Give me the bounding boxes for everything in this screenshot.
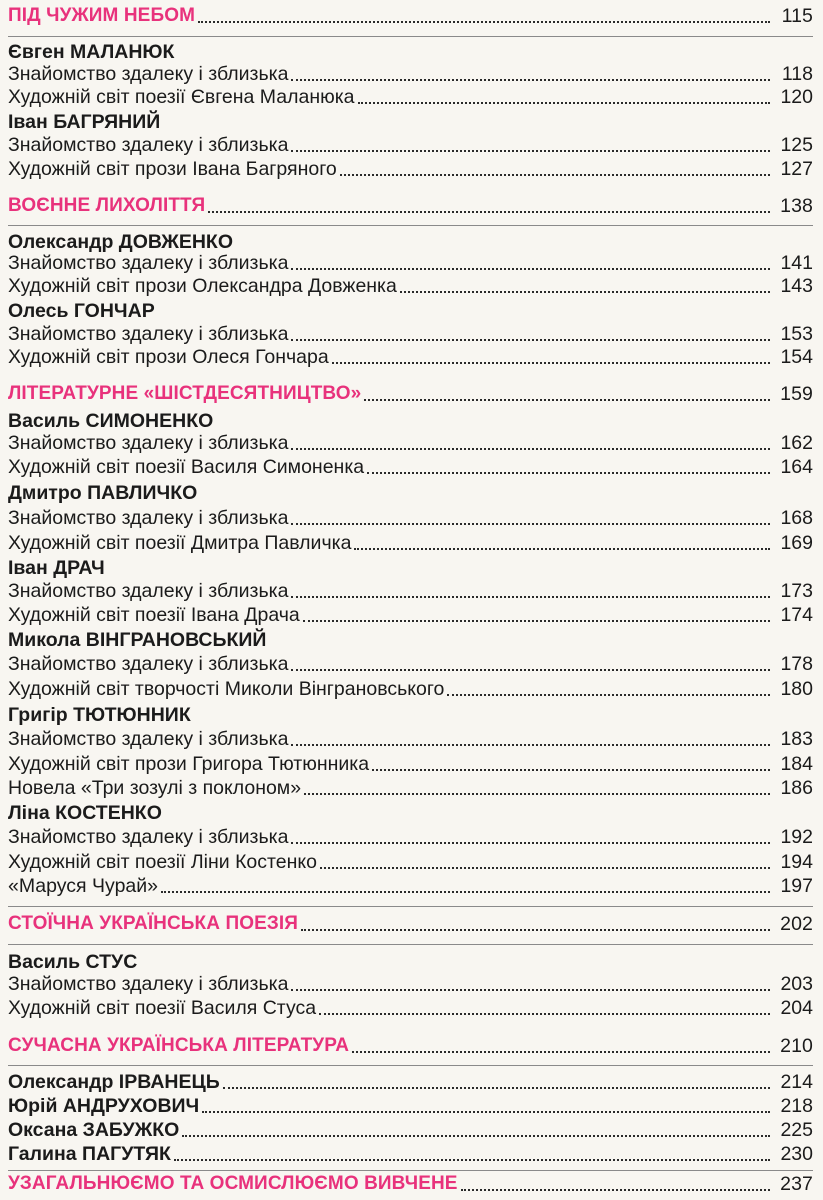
toc-entry-row[interactable] xyxy=(8,677,813,701)
dot-leader xyxy=(291,447,770,450)
toc-entry-row[interactable] xyxy=(8,752,813,776)
page-number: 204 xyxy=(780,997,813,1019)
toc-entry-row[interactable] xyxy=(8,727,813,751)
page-number: 218 xyxy=(780,1095,813,1117)
dot-leader xyxy=(291,988,770,991)
dot-leader xyxy=(182,1134,770,1137)
entry-title: Художній світ прози Олеся Гончара xyxy=(8,346,329,368)
toc-entry-row[interactable] xyxy=(8,455,813,479)
dot-leader xyxy=(352,1050,770,1053)
toc-author-row[interactable] xyxy=(8,1118,813,1142)
section-title: СУЧАСНА УКРАЇНСЬКА ЛІТЕРАТУРА xyxy=(8,1035,350,1056)
dot-leader xyxy=(304,792,770,795)
section-title: ЛІТЕРАТУРНЕ «ШІСТДЕСЯТНИЦТВО» xyxy=(8,383,362,404)
dot-leader xyxy=(291,522,770,525)
page-number: 186 xyxy=(780,777,813,799)
page-number: 159 xyxy=(780,383,813,405)
entry-title: Новела «Три зозулі з поклоном» xyxy=(8,777,302,799)
section-divider xyxy=(8,1170,813,1171)
page-number: 183 xyxy=(780,728,813,750)
entry-title: Знайомство здалеку і зблизька xyxy=(8,580,289,602)
toc-entry-row[interactable] xyxy=(8,874,813,898)
entry-title: Знайомство здалеку і зблизька xyxy=(8,432,289,454)
toc-entry-row[interactable] xyxy=(8,322,813,346)
dot-leader xyxy=(332,361,770,364)
dot-leader xyxy=(174,1158,770,1161)
author-heading: Ліна КОСТЕНКО xyxy=(8,802,162,824)
page-number: 141 xyxy=(780,252,813,274)
dot-leader xyxy=(161,890,770,893)
section-title: УЗАГАЛЬНЮЄМО ТА ОСМИСЛЮЄМО ВИВЧЕНЕ xyxy=(8,1173,458,1194)
toc-entry-row[interactable] xyxy=(8,652,813,676)
dot-leader xyxy=(291,78,770,81)
author-heading: Іван БАГРЯНИЙ xyxy=(8,111,161,133)
page-number: 169 xyxy=(780,532,813,554)
toc-entry-row[interactable] xyxy=(8,531,813,555)
page-number: 225 xyxy=(780,1119,813,1141)
entry-title: Художній світ поезії Ліни Костенко xyxy=(8,851,317,873)
entry-title: Художній світ поезії Івана Драча xyxy=(8,604,300,626)
author-name: Оксана ЗАБУЖКО xyxy=(8,1119,180,1141)
toc-author-row[interactable] xyxy=(8,1070,813,1094)
dot-leader xyxy=(291,841,770,844)
dot-leader xyxy=(364,398,770,401)
page-number: 173 xyxy=(780,580,813,602)
entry-title: Художній світ поезії Василя Симоненка xyxy=(8,456,365,478)
author-name: Олександр ІРВАНЕЦЬ xyxy=(8,1071,220,1093)
dot-leader xyxy=(400,290,770,293)
dot-leader xyxy=(303,619,770,622)
dot-leader xyxy=(291,338,770,341)
section-divider xyxy=(8,36,813,37)
entry-title: «Маруся Чурай» xyxy=(8,875,158,897)
page-number: 178 xyxy=(780,653,813,675)
page-number: 143 xyxy=(780,275,813,297)
page-number: 164 xyxy=(780,456,813,478)
author-heading: Олександр ДОВЖЕНКО xyxy=(8,231,233,253)
entry-title: Художній світ поезії Василя Стуса xyxy=(8,997,317,1019)
dot-leader xyxy=(291,267,770,270)
entry-title: Знайомство здалеку і зблизька xyxy=(8,653,289,675)
entry-title: Знайомство здалеку і зблизька xyxy=(8,134,289,156)
toc-entry-row[interactable] xyxy=(8,776,813,800)
toc-entry-row[interactable] xyxy=(8,157,813,181)
author-name: Юрій АНДРУХОВИЧ xyxy=(8,1095,200,1117)
dot-leader xyxy=(319,1012,770,1015)
toc-entry-row[interactable] xyxy=(8,251,813,275)
author-heading: Василь СИМОНЕНКО xyxy=(8,410,214,432)
page-number: 203 xyxy=(780,973,813,995)
entry-title: Художній світ поезії Дмитра Павличка xyxy=(8,532,352,554)
page-number: 127 xyxy=(780,158,813,180)
entry-title: Знайомство здалеку і зблизька xyxy=(8,323,289,345)
toc-entry-row[interactable] xyxy=(8,345,813,369)
page-number: 202 xyxy=(780,913,813,935)
toc-entry-row[interactable] xyxy=(8,850,813,874)
author-heading: Дмитро ПАВЛИЧКО xyxy=(8,482,198,504)
author-heading: Євген МАЛАНЮК xyxy=(8,41,175,63)
dot-leader xyxy=(291,668,770,671)
entry-title: Художній світ творчості Миколи Вінграновського xyxy=(8,678,445,700)
entry-title: Художній світ поезії Євгена Маланюка xyxy=(8,86,355,108)
dot-leader xyxy=(291,149,770,152)
page-number: 230 xyxy=(780,1143,813,1165)
page-number: 120 xyxy=(780,86,813,108)
dot-leader xyxy=(208,210,770,213)
page-number: 237 xyxy=(780,1173,813,1195)
dot-leader xyxy=(198,20,770,23)
page-number: 162 xyxy=(780,432,813,454)
section-title: ПІД ЧУЖИМ НЕБОМ xyxy=(8,5,196,26)
page-number: 197 xyxy=(780,875,813,897)
dot-leader xyxy=(340,173,770,176)
author-heading: Іван ДРАЧ xyxy=(8,557,105,579)
author-heading: Микола ВІНГРАНОВСЬКИЙ xyxy=(8,629,267,651)
page-number: 154 xyxy=(780,346,813,368)
entry-title: Знайомство здалеку і зблизька xyxy=(8,728,289,750)
toc-section-row[interactable] xyxy=(8,4,813,28)
page-number: 138 xyxy=(780,195,813,217)
page-number: 125 xyxy=(780,134,813,156)
author-name: Галина ПАГУТЯК xyxy=(8,1143,171,1165)
toc-entry-row[interactable] xyxy=(8,579,813,603)
toc-author-row[interactable] xyxy=(8,1094,813,1118)
page-number: 194 xyxy=(780,851,813,873)
toc-entry-row[interactable] xyxy=(8,85,813,109)
dot-leader xyxy=(354,547,770,550)
dot-leader xyxy=(301,928,770,931)
dot-leader xyxy=(291,743,770,746)
author-heading: Григір ТЮТЮННИК xyxy=(8,704,191,726)
page-number: 153 xyxy=(780,323,813,345)
dot-leader xyxy=(447,693,770,696)
toc-author-row[interactable] xyxy=(8,1142,813,1166)
dot-leader xyxy=(202,1110,770,1113)
entry-title: Знайомство здалеку і зблизька xyxy=(8,252,289,274)
section-title: ВОЄННЕ ЛИХОЛІТТЯ xyxy=(8,195,206,216)
dot-leader xyxy=(358,101,770,104)
page-number: 168 xyxy=(780,507,813,529)
section-divider xyxy=(8,944,813,945)
toc-section-row[interactable] xyxy=(8,194,813,218)
section-divider xyxy=(8,225,813,226)
entry-title: Художній світ прози Григора Тютюнника xyxy=(8,753,370,775)
page-number: 210 xyxy=(780,1035,813,1057)
entry-title: Знайомство здалеку і зблизька xyxy=(8,826,289,848)
entry-title: Знайомство здалеку і зблизька xyxy=(8,973,289,995)
toc-section-row[interactable] xyxy=(8,912,813,936)
toc-entry-row[interactable] xyxy=(8,972,813,996)
author-heading: Олесь ГОНЧАР xyxy=(8,300,155,322)
toc-entry-row[interactable] xyxy=(8,506,813,530)
entry-title: Знайомство здалеку і зблизька xyxy=(8,507,289,529)
toc-entry-row[interactable] xyxy=(8,133,813,157)
entry-title: Художній світ прози Олександра Довженка xyxy=(8,275,397,297)
dot-leader xyxy=(461,1188,770,1191)
toc-section-row[interactable] xyxy=(8,1034,813,1058)
dot-leader xyxy=(367,471,770,474)
section-divider xyxy=(8,906,813,907)
dot-leader xyxy=(291,595,770,598)
page-number: 115 xyxy=(781,5,813,27)
dot-leader xyxy=(372,768,770,771)
toc-section-row[interactable] xyxy=(8,1172,813,1196)
entry-title: Художній світ прози Івана Багряного xyxy=(8,158,337,180)
toc-entry-row[interactable] xyxy=(8,996,813,1020)
page-number: 180 xyxy=(780,678,813,700)
page-number: 184 xyxy=(780,753,813,775)
toc-entry-row[interactable] xyxy=(8,431,813,455)
page-number: 214 xyxy=(780,1071,813,1093)
dot-leader xyxy=(223,1086,770,1089)
toc-section-row[interactable] xyxy=(8,382,813,406)
dot-leader xyxy=(320,866,770,869)
page-number: 174 xyxy=(780,604,813,626)
toc-entry-row[interactable] xyxy=(8,274,813,298)
page-number: 118 xyxy=(781,63,813,85)
toc-entry-row[interactable] xyxy=(8,62,813,86)
section-title: СТОЇЧНА УКРАЇНСЬКА ПОЕЗІЯ xyxy=(8,913,298,934)
author-heading: Василь СТУС xyxy=(8,951,138,973)
toc-entry-row[interactable] xyxy=(8,603,813,627)
toc-entry-row[interactable] xyxy=(8,825,813,849)
section-divider xyxy=(8,1065,813,1066)
page-number: 192 xyxy=(780,826,813,848)
entry-title: Знайомство здалеку і зблизька xyxy=(8,63,289,85)
